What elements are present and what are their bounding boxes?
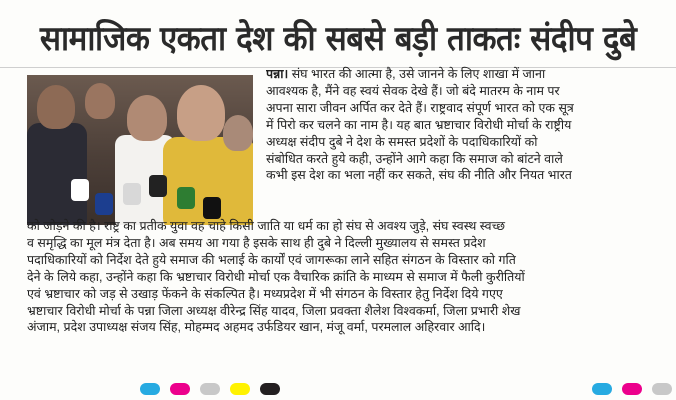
registration-dot <box>622 383 642 395</box>
registration-dot <box>260 383 280 395</box>
photo-person <box>85 83 115 119</box>
article-line-text: संघ भारत की आत्मा है, उसे जानने के लिए शाखा में जाना <box>291 67 546 81</box>
dateline: पन्ना। <box>266 67 289 81</box>
registration-dot <box>200 383 220 395</box>
article-line: अंजाम, प्रदेश उपाध्यक्ष संजय सिंह, मोहम्मद अहमद उर्फडियर खान, मंजू वर्मा, परमलाल अहिरवार आदि। <box>27 320 486 335</box>
photo-person <box>127 95 167 141</box>
microphone-icon <box>123 183 141 205</box>
news-photo <box>27 75 253 225</box>
article-line: में पिरो कर चलने का नाम है। यह बात भ्रष्टाचार विरोधी मोर्चा के राष्ट्रीय <box>266 117 572 132</box>
registration-dot <box>170 383 190 395</box>
article-line: को जोड़ने की है। राष्ट्र का प्रतीक युवा वह चाहे किसी जाति या धर्म का हो संघ से अवश्य जुड़े, संघ स्वस्थ स्वच्छ <box>27 219 505 233</box>
photo-speaker <box>177 85 225 141</box>
article-line: कभी इस देश का भला नहीं कर सकते, संघ की नीति और नियत भारत <box>266 168 572 183</box>
registration-dot <box>592 383 612 395</box>
microphone-icon <box>203 197 221 219</box>
article-column-right <box>266 66 652 220</box>
photo-person <box>223 115 253 151</box>
article-column-full <box>27 218 652 378</box>
article-line: देने के लिये कहा, उन्होंने कहा कि भ्रष्टाचार विरोधी मोर्चा एक वैचारिक क्रांति के माध्यम से समाज में फैली कुरीतियों <box>27 269 525 284</box>
article-line: अध्यक्ष संदीप दुबे ने देश के समस्त प्रदेशों के पदाधिकारियों को <box>266 134 538 149</box>
article-line: एवं भ्रष्टाचार को जड़ से उखाड़ फेंकने के संकल्पित है। मध्यप्रदेश में भी संगठन के विस्तार हेतु निर्देश दिये गएए <box>27 286 503 301</box>
microphone-icon <box>71 179 89 201</box>
headline: सामाजिक एकता देश की सबसे बड़ी ताकतः संदीप दुबे <box>39 19 637 59</box>
article-line: अपना सारा जीवन अर्पित कर देते हैं। राष्ट्रवाद संपूर्ण भारत को एक सूत्र <box>266 100 574 115</box>
microphone-icon <box>95 193 113 215</box>
microphone-icon <box>177 187 195 209</box>
photo-person <box>37 85 75 129</box>
photo-person <box>27 123 87 225</box>
registration-dot <box>652 383 672 395</box>
registration-dot <box>140 383 160 395</box>
article-line: व समृद्धि का मूल मंत्र देता है। अब समय आ गया है इसके साथ ही दुबे ने दिल्ली मुख्यालय से समस्त प्रदेश <box>27 235 486 250</box>
registration-dot <box>230 383 250 395</box>
microphone-icon <box>149 175 167 197</box>
article-line: आवश्यक है, मैंने वह स्वयं सेवक देखे हैं। जो बंदे मातरम के नाम पर <box>266 83 560 98</box>
article-line: पदाधिकारियों को निर्देश देते हुये समाज की भलाई के कार्यों एवं जागरूका लाने सहित संगठन के विस्तार को गति <box>27 252 516 267</box>
article-line: भ्रष्टाचार विरोधी मोर्चा के पन्ना जिला अध्यक्ष वीरेन्द्र सिंह यादव, जिला प्रवक्ता शैलेश विश्वकर्मा, जिला प्रभारी शेख <box>27 303 521 318</box>
article-line <box>266 66 652 83</box>
article-line: संबोधित करते हुये कही, उन्होंने आगे कहा कि समाज को बांटने वाले <box>266 151 563 166</box>
